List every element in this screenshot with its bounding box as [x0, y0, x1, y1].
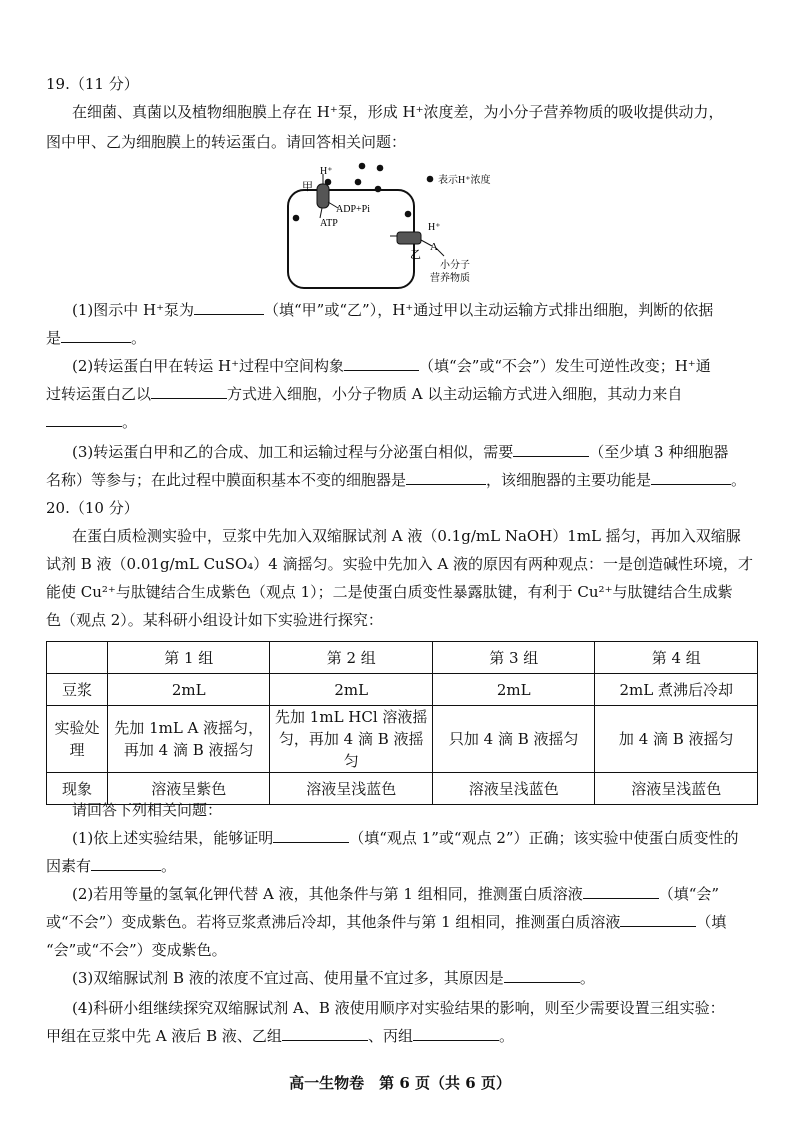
table-cell: 溶液呈浅蓝色	[270, 773, 433, 805]
answer-blank[interactable]	[413, 1026, 499, 1041]
fig-legend-label: 表示H⁺浓度	[438, 175, 491, 186]
fig-small-molecule-label-2: 营养物质	[430, 273, 470, 284]
table-cell: 溶液呈紫色	[107, 773, 270, 805]
table-cell: 溶液呈浅蓝色	[595, 773, 758, 805]
table-header-cell: 第 3 组	[432, 642, 595, 674]
table-cell: 加 4 滴 B 液摇匀	[595, 706, 758, 773]
fig-h-label-2: H⁺	[428, 222, 441, 233]
q20-part2-line2: 或“不会”）变成紫色。若将豆浆煮沸后冷却，其他条件与第 1 组相同，推测蛋白质溶液 （填	[46, 913, 727, 931]
answer-blank[interactable]	[91, 856, 161, 871]
table-cell: 先加 1mL HCl 溶液摇 匀，再加 4 滴 B 液摇匀	[270, 706, 433, 773]
answer-blank[interactable]	[406, 470, 486, 485]
q20-part3: (3)双缩脲试剂 B 液的浓度不宜过高、使用量不宜过多，其原因是 。	[72, 969, 595, 987]
fig-small-molecule-label-1: 小分子	[440, 260, 470, 271]
transporter-yi	[397, 232, 421, 244]
fig-adp-label: ADP+Pi	[336, 204, 370, 215]
table-header-row	[47, 642, 758, 674]
table-cell: 2mL	[107, 674, 270, 706]
h-ion-dot	[405, 211, 412, 218]
table-cell: 只加 4 滴 B 液摇匀	[432, 706, 595, 773]
q20-intro-line2: 试剂 B 液（0.01g/mL CuSO₄）4 滴摇匀。实验中先加入 A 液的原因有两种观点：一是创造碱性环境，才	[46, 555, 753, 573]
q20-part2-line3: “会”或“不会”）变成紫色。	[46, 941, 227, 959]
table-cell: 溶液呈浅蓝色	[432, 773, 595, 805]
answer-blank[interactable]	[151, 384, 227, 399]
answer-blank[interactable]	[194, 300, 264, 315]
q19-part2-line3: 。	[46, 412, 137, 432]
q19-part3-line2: 名称）等参与；在此过程中膜面积基本不变的细胞器是 ，该细胞器的主要功能是 。	[46, 471, 747, 489]
fig-jia-label: 甲	[302, 181, 313, 193]
q20-part4-line1: (4)科研小组继续探究双缩脲试剂 A、B 液使用顺序对实验结果的影响，则至少需要设置三组实验：	[72, 999, 725, 1017]
table-row	[47, 674, 758, 706]
table-header-cell: 第 4 组	[595, 642, 758, 674]
answer-blank[interactable]	[273, 828, 349, 843]
table-header-cell: 第 1 组	[107, 642, 270, 674]
table-row	[47, 706, 758, 773]
table-header-cell	[47, 642, 108, 674]
table-cell: 2mL	[432, 674, 595, 706]
q20-part2-line1: (2)若用等量的氢氧化钾代替 A 液，其他条件与第 1 组相同，推测蛋白质溶液 （填“会”	[72, 885, 720, 903]
table-cell: 2mL	[270, 674, 433, 706]
q19-part1-line2: 是 。	[46, 329, 147, 347]
table-cell: 实验处理	[47, 706, 108, 773]
table-cell: 2mL 煮沸后冷却	[595, 674, 758, 706]
q19-part2-line2: 过转运蛋白乙以 方式进入细胞，小分子物质 A 以主动运输方式进入细胞，其动力来自	[46, 385, 683, 403]
fig-yi-label: 乙	[410, 249, 421, 261]
answer-blank[interactable]	[282, 1026, 368, 1041]
q19-intro-line2: 图中甲、乙为细胞膜上的转运蛋白。请回答相关问题：	[46, 133, 407, 151]
legend-dot	[427, 176, 434, 183]
q20-intro-line4: 色（观点 2）。某科研小组设计如下实验进行探究：	[46, 611, 383, 629]
table-header-cell: 第 2 组	[270, 642, 433, 674]
answer-blank[interactable]	[344, 356, 419, 371]
h-ion-dot	[293, 215, 300, 222]
answer-blank[interactable]	[583, 884, 659, 899]
table-cell: 现象	[47, 773, 108, 805]
q20-part1-line2: 因素有 。	[46, 857, 177, 875]
atp-arrow	[320, 208, 322, 218]
fig-h-label: H⁺	[320, 166, 333, 177]
h-ion-dot	[377, 165, 384, 172]
q19-intro-line1: 在细菌、真菌以及植物细胞膜上存在 H⁺泵，形成 H⁺浓度差，为小分子营养物质的吸收提供动力，	[72, 103, 724, 121]
q19-part3-line1: (3)转运蛋白甲和乙的合成、加工和运输过程与分泌蛋白相似，需要 （至少填 3 种细胞器	[72, 443, 729, 461]
table-cell: 豆浆	[47, 674, 108, 706]
table-cell: 先加 1mL A 液摇匀， 再加 4 滴 B 液摇匀	[107, 706, 270, 773]
answer-blank[interactable]	[620, 912, 696, 927]
cell-membrane-figure	[280, 160, 520, 295]
h-ion-dot	[359, 163, 366, 170]
q20-ask: 请回答下列相关问题：	[72, 801, 223, 819]
answer-blank[interactable]	[46, 412, 122, 427]
q20-part4-line2: 甲组在豆浆中先 A 液后 B 液、乙组 、丙组 。	[46, 1027, 514, 1045]
q20-header: 20.（10 分）	[46, 499, 139, 517]
answer-blank[interactable]	[651, 470, 731, 485]
answer-blank[interactable]	[504, 968, 580, 983]
fig-atp-label: ATP	[320, 218, 338, 229]
fig-a-label: A	[430, 241, 438, 253]
q20-intro-line1: 在蛋白质检测实验中，豆浆中先加入双缩脲试剂 A 液（0.1g/mL NaOH）1mL 摇匀，再加入双缩脲	[72, 527, 741, 545]
transporter-jia	[317, 184, 329, 208]
q19-part1-line1: (1)图示中 H⁺泵为 （填“甲”或“乙”），H⁺通过甲以主动运输方式排出细胞，判断的依据	[72, 301, 714, 319]
q19-part2-line1: (2)转运蛋白甲在转运 H⁺过程中空间构象 （填“会”或“不会”）发生可逆性改变；H⁺通	[72, 357, 711, 375]
experiment-table	[46, 641, 758, 805]
page-footer: 高一生物卷 第 6 页（共 6 页）	[289, 1074, 511, 1092]
h-ion-dot	[375, 186, 382, 193]
answer-blank[interactable]	[61, 328, 131, 343]
h-ion-dot	[355, 179, 362, 186]
q20-intro-line3: 能使 Cu²⁺与肽键结合生成紫色（观点 1）；二是使蛋白质变性暴露肽键，有利于 Cu²⁺与肽键结合生成紫	[46, 583, 733, 601]
q19-header: 19.（11 分）	[46, 75, 139, 93]
answer-blank[interactable]	[513, 442, 589, 457]
q20-part1-line1: (1)依上述实验结果，能够证明 （填“观点 1”或“观点 2”）正确；该实验中使蛋白质变性的	[72, 829, 739, 847]
